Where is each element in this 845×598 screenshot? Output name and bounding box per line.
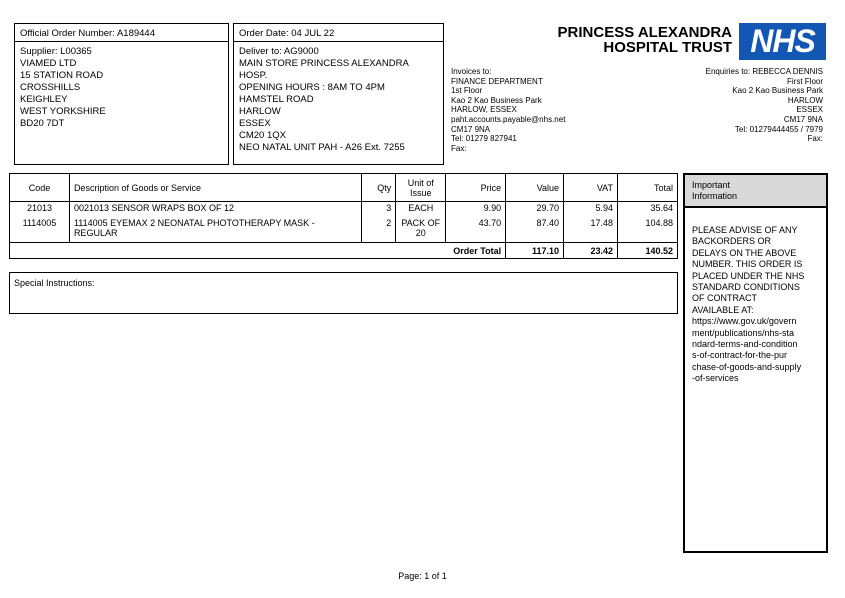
header-value: Value	[506, 174, 564, 202]
enquiries-line: Tel: 01279444455 / 7979	[734, 124, 823, 134]
special-instructions-box	[9, 272, 678, 314]
invoice-line: CM17 9NA	[451, 124, 491, 134]
header-unit-line: Unit of	[407, 177, 434, 188]
deliver-address	[239, 46, 409, 154]
supplier-line: 15 STATION ROAD	[20, 70, 104, 81]
enquiries-line: Enquiries to: REBECCA DENNIS	[705, 67, 823, 76]
invoice-line: Tel: 01279 827941	[451, 134, 517, 144]
supplier-address	[20, 46, 106, 130]
deliver-line: NEO NATAL UNIT PAH - A26 Ext. 7255	[239, 142, 405, 153]
cell-description	[69, 217, 361, 243]
supplier-line: Supplier: L00365	[20, 46, 92, 57]
cell-unit	[396, 217, 446, 243]
invoice-line: paht.accounts.payable@nhs.net	[451, 114, 566, 124]
important-line: OF CONTRACT	[692, 293, 757, 304]
cell-qty: 3	[362, 202, 396, 217]
order-number-box	[14, 23, 229, 42]
unit-line: 20	[415, 227, 426, 238]
enquiries-line: Fax:	[807, 134, 823, 144]
supplier-line: BD20 7DT	[20, 118, 65, 129]
header-total: Total	[617, 174, 677, 202]
trust-name-line: HOSPITAL TRUST	[603, 39, 732, 56]
important-line: BACKORDERS OR	[692, 236, 772, 247]
cell-value: 87.40	[506, 217, 564, 243]
supplier-line: WEST YORKSHIRE	[20, 106, 106, 117]
important-line: PLACED UNDER THE NHS	[692, 270, 805, 281]
important-info-header	[685, 175, 826, 208]
order-total-vat: 23.42	[564, 243, 618, 259]
header-vat: VAT	[564, 174, 618, 202]
order-number: Official Order Number: A189444	[20, 28, 156, 39]
cell-value: 29.70	[506, 202, 564, 217]
supplier-line: CROSSHILLS	[20, 82, 81, 93]
deliver-line: Deliver to: AG9000	[239, 46, 319, 57]
cell-code: 1114005	[10, 217, 70, 243]
important-line: https://www.gov.uk/govern	[692, 316, 797, 327]
order-items-table	[9, 173, 678, 259]
important-info-title: Information	[692, 191, 738, 201]
table-header-row	[10, 174, 678, 202]
trust-name-line: PRINCESS ALEXANDRA	[557, 24, 732, 41]
page-number: Page: 1 of 1	[398, 571, 447, 581]
invoice-line: Invoices to:	[451, 67, 492, 76]
header-code: Code	[10, 174, 70, 202]
important-line: NUMBER. THIS ORDER IS	[692, 259, 803, 270]
important-line: -of-services	[692, 373, 739, 384]
order-date-box	[233, 23, 444, 42]
cell-total: 104.88	[617, 217, 677, 243]
header-qty: Qty	[362, 174, 396, 202]
cell-vat: 5.94	[564, 202, 618, 217]
cell-vat: 17.48	[564, 217, 618, 243]
invoice-line: Kao 2 Kao Business Park	[451, 95, 542, 105]
special-instructions-label: Special Instructions:	[14, 278, 95, 288]
table-row	[10, 217, 678, 243]
cell-price: 43.70	[446, 217, 506, 243]
table-row	[10, 202, 678, 217]
enquiries-address	[706, 67, 823, 144]
enquiries-line: CM17 9NA	[783, 114, 823, 124]
order-total-row	[10, 243, 678, 259]
header-description: Description of Goods or Service	[69, 174, 361, 202]
important-line: ment/publications/nhs-sta	[692, 327, 795, 338]
order-total-value: 117.10	[506, 243, 564, 259]
supplier-box	[14, 41, 229, 165]
deliver-line: HAMSTEL ROAD	[239, 94, 314, 105]
important-line: AVAILABLE AT:	[692, 304, 754, 315]
deliver-line: ESSEX	[239, 118, 271, 129]
cell-qty: 2	[362, 217, 396, 243]
important-line: DELAYS ON THE ABOVE	[692, 247, 797, 258]
enquiries-line: ESSEX	[796, 105, 823, 115]
enquiries-line: Kao 2 Kao Business Park	[732, 86, 823, 96]
cell-description: 0021013 SENSOR WRAPS BOX OF 12	[69, 202, 361, 217]
order-total-label: Order Total	[10, 243, 506, 259]
deliver-line: HOSP.	[239, 70, 268, 81]
order-date: Order Date: 04 JUL 22	[239, 28, 335, 39]
supplier-line: VIAMED LTD	[20, 58, 77, 69]
header-price: Price	[446, 174, 506, 202]
supplier-line: KEIGHLEY	[20, 94, 68, 105]
important-line: PLEASE ADVISE OF ANY	[692, 225, 798, 235]
invoice-line: 1st Floor	[451, 86, 483, 96]
important-info-title: Important	[692, 180, 731, 190]
important-info-body	[685, 208, 826, 385]
cell-price: 9.90	[446, 202, 506, 217]
cell-total: 35.64	[617, 202, 677, 217]
important-line: STANDARD CONDITIONS	[692, 282, 800, 293]
important-info-panel	[683, 173, 828, 553]
important-line: ndard-terms-and-condition	[692, 339, 798, 350]
nhs-logo: NHS	[739, 23, 826, 60]
invoice-line: HARLOW, ESSEX	[451, 105, 517, 115]
enquiries-line: First Floor	[787, 76, 823, 86]
description-line: 1114005 EYEMAX 2 NEONATAL PHOTOTHERAPY MASK -	[73, 217, 315, 228]
deliver-line: OPENING HOURS : 8AM TO 4PM	[239, 82, 385, 93]
invoice-line: FINANCE DEPARTMENT	[451, 76, 543, 86]
deliver-line: CM20 1QX	[239, 130, 286, 141]
invoice-address	[451, 67, 565, 153]
description-line: REGULAR	[73, 227, 118, 238]
cell-code: 21013	[10, 202, 70, 217]
deliver-line: HARLOW	[239, 106, 281, 117]
important-line: s-of-contract-for-the-pur	[692, 350, 788, 361]
enquiries-line: HARLOW	[787, 95, 823, 105]
deliver-box	[233, 41, 444, 165]
order-total-total: 140.52	[617, 243, 677, 259]
cell-unit: EACH	[396, 202, 446, 217]
header-unit	[396, 174, 446, 202]
invoice-line: Fax:	[451, 143, 467, 153]
important-line: chase-of-goods-and-supply	[692, 361, 802, 372]
unit-line: PACK OF	[401, 217, 441, 228]
deliver-line: MAIN STORE PRINCESS ALEXANDRA	[239, 58, 409, 69]
header-unit-line: Issue	[410, 187, 432, 198]
trust-name	[558, 25, 732, 55]
